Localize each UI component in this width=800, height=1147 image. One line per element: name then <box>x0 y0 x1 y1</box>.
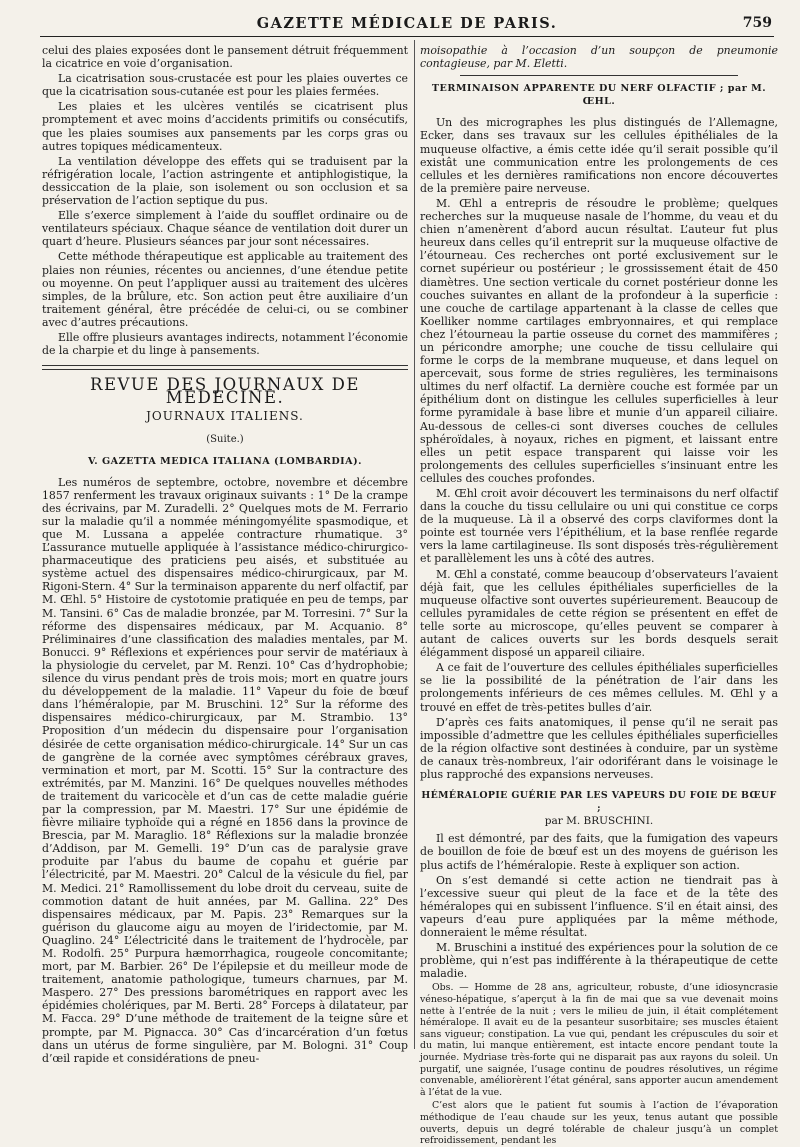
paragraph: A ce fait de l’ouverture des cellules épithéliales superficielles se lie la possibilité de la pénétration de l’air dans les prolongements inférieurs de ces mêmes cellules. M. Œhl y a trouvé en effet de très-petites bulles d’air. <box>420 661 778 714</box>
paragraph: La ventilation développe des effets qui se traduisent par la réfrigération locale, l’action astringente et antiphlogistique, la dessiccation de la plaie, son isolement ou son occlusion et sa préservation de l’action septique du pus. <box>42 154 408 208</box>
paragraph: Les plaies et les ulcères ventilés se cicatrisent plus promptement et avec moins d’accidents primitifs ou consécutifs, que les plaies soumises aux pansements par les corps gras ou autres topiques médicamenteux. <box>42 100 408 153</box>
right-column <box>420 44 778 1147</box>
paragraph: La cicatrisation sous-crustacée est pour les plaies ouvertes ce que la cicatrisation sous-cutanée est pour les plaies fermées. <box>42 72 408 99</box>
left-column <box>42 44 408 1065</box>
section-rule <box>42 365 408 370</box>
paragraph: Cette méthode thérapeutique est applicable au traitement des plaies non réunies, récentes ou anciennes, d’une étendue petite ou moyenne. On peut l’appliquer aussi au traitement des ulcères simples, de la brûlure, etc. Son action peut être auxiliaire d’un traitement général, être précédée de celui-ci, ou se combiner avec d’autres précautions. <box>42 250 408 329</box>
observation-block <box>420 982 778 1146</box>
section-heading: V. GAZETTA MEDICA ITALIANA (LOMBARDIA). <box>88 455 362 467</box>
paragraph: On s’est demandé si cette action ne tiendrait pas à l’excessive sueur qui pleut de la face et de la tête des héméralopes qui en subissent l’influence. S’il en était ainsi, des vapeurs d’eau pure appliquées par la même méthode, donneraient le même résultat. <box>420 873 778 939</box>
observation-paragraph: Obs. — Homme de 28 ans, agriculteur, robuste, d’une idiosyncrasie véneso-hépatique, s’aperçut à la fin de mai que sa vue devenait moins nette à l’entrée de la nuit ; vers le milieu de juin, il était complétement héméralope. Il avait eu de la pesanteur susorbitaire; ses muscles étaient sans vigueur; constipation. La vue qui, pendant les crépuscules du soir et du matin, lui manque entièrement, est intacte encore pendant toute la journée. Mydriase très-forte qui ne disparait pas aux rayons du soleil. Un purgatif, une saignée, l’usage continu de poudres résolutives, un régime convenable, améliorèrent l’état général, sans apporter aucun amendement à l’état de la vue. <box>420 982 778 1098</box>
section-heading: HÉMÉRALOPIE GUÉRIE PAR LES VAPEURS DU FOIE DE BŒUF ; <box>421 790 777 815</box>
column-divider <box>414 40 415 1049</box>
suite-label: (Suite.) <box>206 434 244 446</box>
paragraph: M. Œhl a entrepris de résoudre le problème; quelques recherches sur la muqueuse nasale de l’homme, du veau et du chien n’amenèrent d’abord aucun résultat. L’auteur fut plus heureux dans celles qu’il entreprit sur la muqueuse olfactive de l’étourneau. Ces recherches ont porté exclusivement sur le cornet supérieur ou postérieur ; le grossissement était de 450 diamètres. Une section verticale du cornet postérieur donne les couches suivantes en allant de la profondeur à la superficie : une couche de cartilage appartenant à la classe de celles que Koelliker nomme cartilages embryonnaires, et qui remplace chez l’étourneau la partie osseuse du cornet des mammifères ; un péricondre amorphe; une couche de tissu cellulaire qui forme le corps de la membrane muqueuse, et dans lequel on apercevait, sous forme de stries regulières, les terminaisons ultimes du nerf olfactif. La dernière couche est formée par un épithélium dont on distingue les cellules superficielles à leur forme pyramidale à base libre et munie d’un appareil ciliaire. Au-dessous de celles-ci sont diverses couches de cellules sphéroïdales, à noyaux, riches en pigment, et laissant entre elles un petit espace transparent qui laisse voir les prolongements des cellules superficielles s’insinuant entre les cellules des couches profondes. <box>420 196 778 485</box>
paragraph: Les numéros de septembre, octobre, novembre et décembre 1857 renferment les travaux originaux suivants : 1° De la crampe des écrivains, par M. Zuradelli. 2° Quelques mots de M. Ferrario sur la maladie qu’il a nommée méningomyélite spasmodique, et que M. Lussana a appelée contracture rhumatique. 3° L’assurance mutuelle appliquée à l’assistance médico-chirurgico-pharmaceutique des praticiens peu aisés, et substituée au système actuel des dispensaires médico-chirurgicaux, par M. Rigoni-Stern. 4° Sur la terminaison apparente du nerf olfactif, par M. Œhl. 5° Histoire de cystotomie pratiquée en peu de temps, par M. Tansini. 6° Cas de maladie bronzée, par M. Torresini. 7° Sur la réforme des dispensaires médicaux, par M. Acquanio. 8° Préliminaires d’une classification des maladies mentales, par M. Bonucci. 9° Réflexions et expériences pour servir de matériaux à la physiologie du cervelet, par M. Renzi. 10° Cas d’hydrophobie; silence du virus pendant près de trois mois; mort en quatre jours du développement de la maladie. 11° Vapeur du foie de bœuf dans l’héméralopie, par M. Bruschini. 12° Sur la réforme des dispensaires médico-chirurgicaux, par M. Strambio. 13° Proposition d’un médecin du dispensaire pour l’organisation désirée de cette organisation médico-chirurgicale. 14° Sur un cas de gangrène de la cornée avec symptômes cérébraux graves, vermination et mort, par M. Scotti. 15° Sur la contracture des extrémités, par M. Manzini. 16° De quelques nouvelles méthodes de traitement du varicocèle et d’un cas de cette maladie guérie par la compression, par M. Maestri. 17° Sur une épidémie de fièvre miliaire typhoïde qui a régné en 1856 dans la province de Brescia, par M. Maraglio. 18° Réflexions sur la maladie bronzée d’Addison, par M. Gemelli. 19° D’un cas de paralysie grave produite par l’abus du baume de copahu et guérie par l’électricité, par M. Maestri. 20° Calcul de la vésicule du fiel, par M. Medici. 21° Ramollissement du lobe droit du cerveau, suite de commotion datant de huit années, par M. Gallina. 22° Des dispensaires médicaux, par M. Papis. 23° Remarques sur la guérison du glaucome aigu au moyen de l’iridectomie, par M. Quaglino. 24° L’électricité dans le traitement de l’hydrocèle, par M. Rodolfi. 25° Purpura hæmorrhagica, rougeole concomitante; mort, par M. Barbier. 26° De l’épilepsie et du meilleur mode de traitement, anatomie pathologique, tumeurs charnues, par M. Maspero. 27° Des pressions barométriques en rapport avec les épidémies cholériques, par M. Berti. 28° Forceps à dilatateur, par M. Facca. 29° D’une méthode de traitement de la teigne sûre et prompte, par M. Pignacca. 30° Cas d’incarcération d’un fœtus dans un utérus de forme singulière, par M. Bologni. 31° Coup d’œil rapide et considérations de pneu- <box>42 475 408 1065</box>
paragraph: Elle offre plusieurs avantages indirects, notamment l’économie de la charpie et du linge à pansements. <box>42 330 408 358</box>
paragraph: M. Œhl croit avoir découvert les terminaisons du nerf olfactif dans la couche du tissu cellulaire ou uni qui constitue ce corps de la muqueuse. Là il a observé des corps claviformes dont la pointe est tournée vers l’épithélium, et la base renflée regarde vers la lame cartilagineuse. Ils sont disposés très-régulièrement et parallèlement les uns à côté des autres. <box>420 487 778 566</box>
paragraph: Il est démontré, par des faits, que la fumigation des vapeurs de bouillon de foie de bœuf est un des moyens de guérison les plus actifs de l’héméralopie. Reste à expliquer son action. <box>420 832 778 872</box>
observation-paragraph: C’est alors que le patient fut soumis à l’action de l’évaporation méthodique de l’eau chaude sur les yeux, tenus autant que possible ouverts, depuis un degré tolérable de chaleur jusqu’à un complet refroidissement, pendant les <box>420 1100 778 1147</box>
page-header <box>40 10 774 37</box>
page-number: 759 <box>742 15 772 31</box>
section-rule <box>460 75 738 76</box>
paragraph: M. Œhl a constaté, comme beaucoup d’observateurs l’avaient déjà fait, que les cellules épithéliales superficielles de la muqueuse olfactive sont ouvertes supérieurement. Beaucoup de cellules pyramidales de cette région se présentent en effet de telle sorte au microscope, qu’elles peuvent se comparer à autant de calices ouverts sur les bords desquels serait élégamment disposé un appareil ciliaire. <box>420 567 778 660</box>
revue-title: REVUE DES JOURNAUX DE MÉDECINE. <box>90 375 360 408</box>
paragraph: M. Bruschini a institué des expériences pour la solution de ce problème, qui n’est pas indifférente à la thérapeutique de cette maladie. <box>420 941 778 981</box>
paragraph: moisopathie à l’occasion d’un soupçon de pneumonie contagieuse, par M. Eletti. <box>420 44 778 71</box>
journaux-title: JOURNAUX ITALIENS. <box>146 409 304 424</box>
section-author: par M. BRUSCHINI. <box>544 815 654 828</box>
paragraph: Un des micrographes les plus distingués de l’Allemagne, Ecker, dans ses travaux sur les cellules épithéliales de la muqueuse olfactive, a émis cette idée qu’il serait possible qu’il existât une communication entre les prolongements de ces cellules et les dernières ramifications non encore découvertes de la première paire nerveuse. <box>420 116 778 195</box>
paragraph: Elle s’exerce simplement à l’aide du soufflet ordinaire ou de ventilateurs spéciaux. Chaque séance de ventilation doit durer un quart d’heure. Plusieurs séances par jour sont nécessaires. <box>42 209 408 249</box>
paragraph: D’après ces faits anatomiques, il pense qu’il ne serait pas impossible d’admettre que les cellules épithéliales superficielles de la région olfactive sont destinées à conduire, par un système de canaux très-nombreux, l’air odoriférant dans le voisinage le plus rapproché des expansions nerveuses. <box>420 715 778 781</box>
section-heading: TERMINAISON APPARENTE DU NERF OLFACTIF ; par M. ŒHL. <box>431 83 767 108</box>
paragraph: celui des plaies exposées dont le pansement détruit fréquemment la cicatrice en voie d’organisation. <box>42 44 408 71</box>
journal-title: GAZETTE MÉDICALE DE PARIS. <box>256 14 558 32</box>
